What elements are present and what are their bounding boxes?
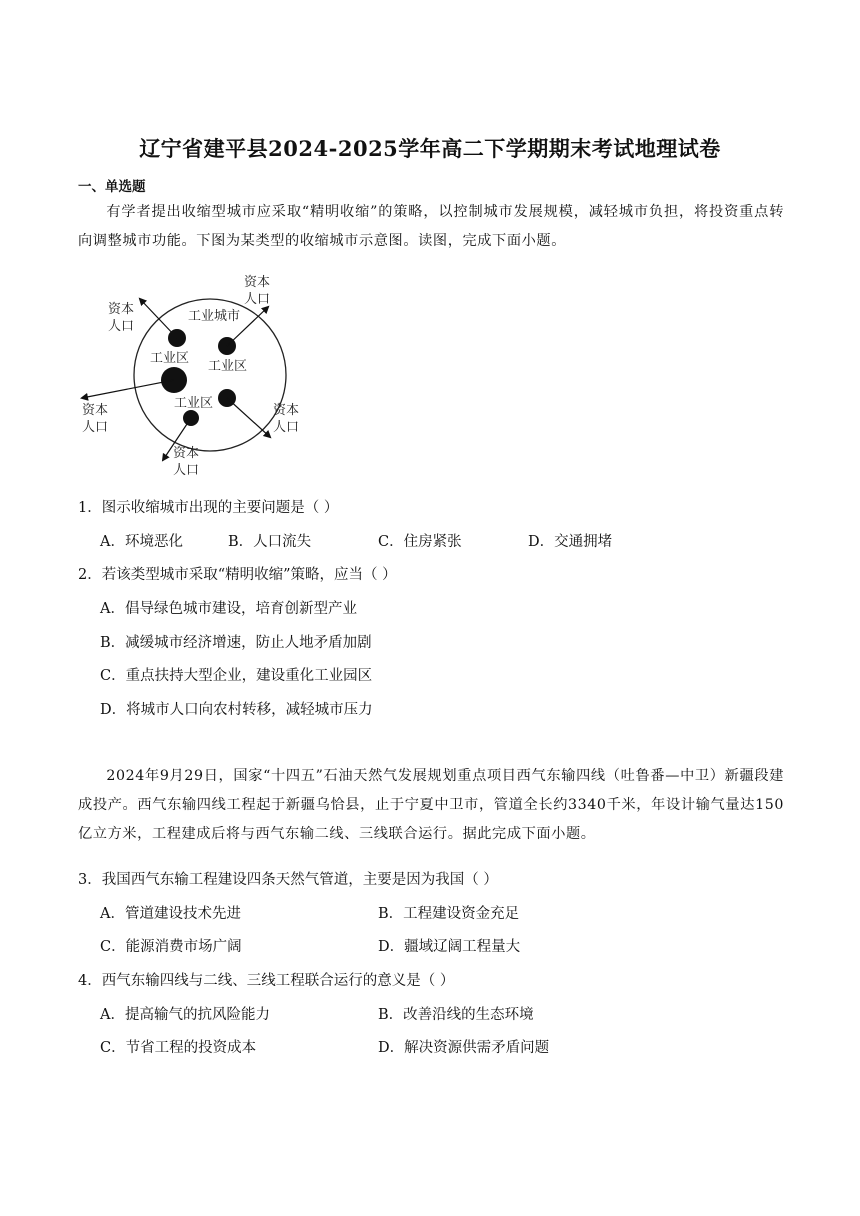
- question-2-option-b[interactable]: B．减缓城市经济增速，防止人地矛盾加剧: [100, 635, 372, 651]
- question-3-stem: 3．我国西气东输工程建设四条天然气管道，主要是因为我国（ ）: [78, 872, 498, 888]
- zone-label: 工业区: [174, 396, 214, 411]
- question-1-option-c[interactable]: C．住房紧张: [378, 534, 462, 550]
- zone-label: 工业区: [208, 359, 248, 374]
- question-3-option-c[interactable]: C．能源消费市场广阔: [100, 939, 242, 955]
- city-label: 工业城市: [188, 309, 241, 324]
- flow-arrow: [140, 299, 177, 338]
- flow-label-capital: 资本: [82, 403, 109, 418]
- question-1-option-a[interactable]: A．环境恶化: [100, 534, 183, 550]
- page-title: 辽宁省建平县2024-2025学年高二下学期期末考试地理试卷: [139, 136, 721, 161]
- section-heading: 一、单选题: [78, 179, 146, 195]
- question-4-stem: 4．西气东输四线与二线、三线工程联合运行的意义是（ ）: [78, 973, 455, 989]
- flow-label-capital: 资本: [273, 403, 300, 418]
- shrinking-city-figure: [70, 268, 310, 483]
- question-1-option-d[interactable]: D．交通拥堵: [528, 534, 613, 550]
- flow-label-population: 人口: [244, 292, 271, 307]
- flow-label-population: 人口: [108, 319, 135, 334]
- question-4-option-a[interactable]: A．提高输气的抗风险能力: [100, 1007, 270, 1023]
- flow-label-capital: 资本: [173, 446, 200, 461]
- intro-paragraph-2: 2024年9月29日，国家“十四五”石油天然气发展规划重点项目西气东输四线（吐鲁番—中卫）新疆段建成投产。西气东输四线工程起于新疆乌恰县，止于宁夏中卫市，管道全长约3340千米，年设计输气量达150亿立方米，工程建成后将与西气东输二线、三线联合运行。据此完成下面小题。: [78, 768, 784, 842]
- question-3-option-b[interactable]: B．工程建设资金充足: [378, 906, 520, 922]
- flow-label-capital: 资本: [244, 275, 271, 290]
- question-4-option-c[interactable]: C．节省工程的投资成本: [100, 1040, 257, 1056]
- flow-label-population: 人口: [273, 420, 300, 435]
- intro-paragraph-1: 有学者提出收缩型城市应采取“精明收缩”的策略，以控制城市发展规模，减轻城市负担，将投资重点转向调整城市功能。下图为某类型的收缩城市示意图。读图，完成下面小题。: [78, 204, 784, 249]
- flow-arrow: [227, 398, 270, 437]
- question-2-option-c[interactable]: C．重点扶持大型企业，建设重化工业园区: [100, 668, 373, 684]
- question-2-option-d[interactable]: D．将城市人口向农村转移，减轻城市压力: [100, 702, 373, 718]
- question-4-option-b[interactable]: B．改善沿线的生态环境: [378, 1007, 534, 1023]
- flow-arrow: [82, 380, 174, 398]
- question-1-stem: 1．图示收缩城市出现的主要问题是（ ）: [78, 500, 339, 516]
- zone-label: 工业区: [150, 351, 190, 366]
- flow-label-population: 人口: [173, 463, 200, 478]
- flow-label-population: 人口: [82, 420, 109, 435]
- question-2-stem: 2．若该类型城市采取“精明收缩”策略，应当（ ）: [78, 567, 397, 583]
- question-1-option-b[interactable]: B．人口流失: [228, 534, 312, 550]
- question-4-option-d[interactable]: D．解决资源供需矛盾问题: [378, 1040, 550, 1056]
- question-2-option-a[interactable]: A．倡导绿色城市建设，培育创新型产业: [100, 601, 357, 617]
- flow-label-capital: 资本: [108, 302, 135, 317]
- question-3-option-a[interactable]: A．管道建设技术先进: [100, 906, 241, 922]
- question-3-option-d[interactable]: D．疆域辽阔工程量大: [378, 939, 521, 955]
